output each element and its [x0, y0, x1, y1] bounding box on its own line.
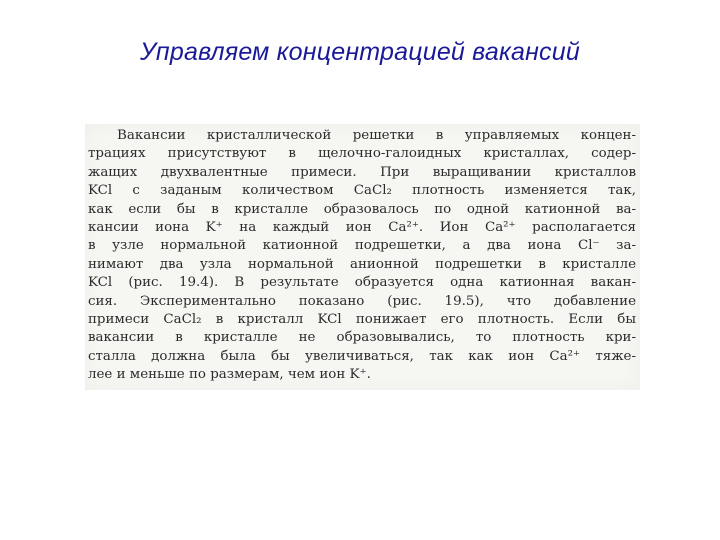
- scanned-paragraph: [88, 127, 636, 384]
- text-line: жащих двухвалентные примеси. При выращивании кристаллов: [88, 164, 636, 180]
- text-line: вакансии в кристалле не образовывались, то плотность кри-: [88, 330, 636, 346]
- text-line: кансии иона K⁺ на каждый ион Ca²⁺. Ион Ca²⁺ располагается: [88, 219, 636, 235]
- text-line: KCl с заданым количеством CaCl₂ плотность изменяется так,: [88, 183, 636, 199]
- text-line: примеси CaCl₂ в кристалл KCl понижает его плотность. Если бы: [88, 311, 636, 327]
- text-line: нимают два узла нормальной анионной подрешетки в кристалле: [88, 256, 636, 272]
- text-line: сталла должна была бы увеличиваться, так как ион Ca²⁺ тяже-: [88, 348, 636, 364]
- text-line: KCl (рис. 19.4). В результате образуется одна катионная вакан-: [88, 275, 636, 291]
- text-line: трациях присутствуют в щелочно-галоидных кристаллах, содер-: [88, 146, 636, 162]
- text-line: в узле нормальной катионной подрешетки, а два иона Cl⁻ за-: [88, 238, 636, 254]
- text-line: как если бы в кристалле образовалось по одной катионной ва-: [88, 201, 636, 217]
- text-line: сия. Экспериментально показано (рис. 19.5), что добавление: [88, 293, 636, 309]
- text-line: Вакансии кристаллической решетки в управляемых концен-: [117, 128, 636, 143]
- text-line: лее и меньше по размерам, чем ион K⁺.: [88, 367, 371, 383]
- slide-title: Управляем концентрацией вакансий: [140, 38, 580, 66]
